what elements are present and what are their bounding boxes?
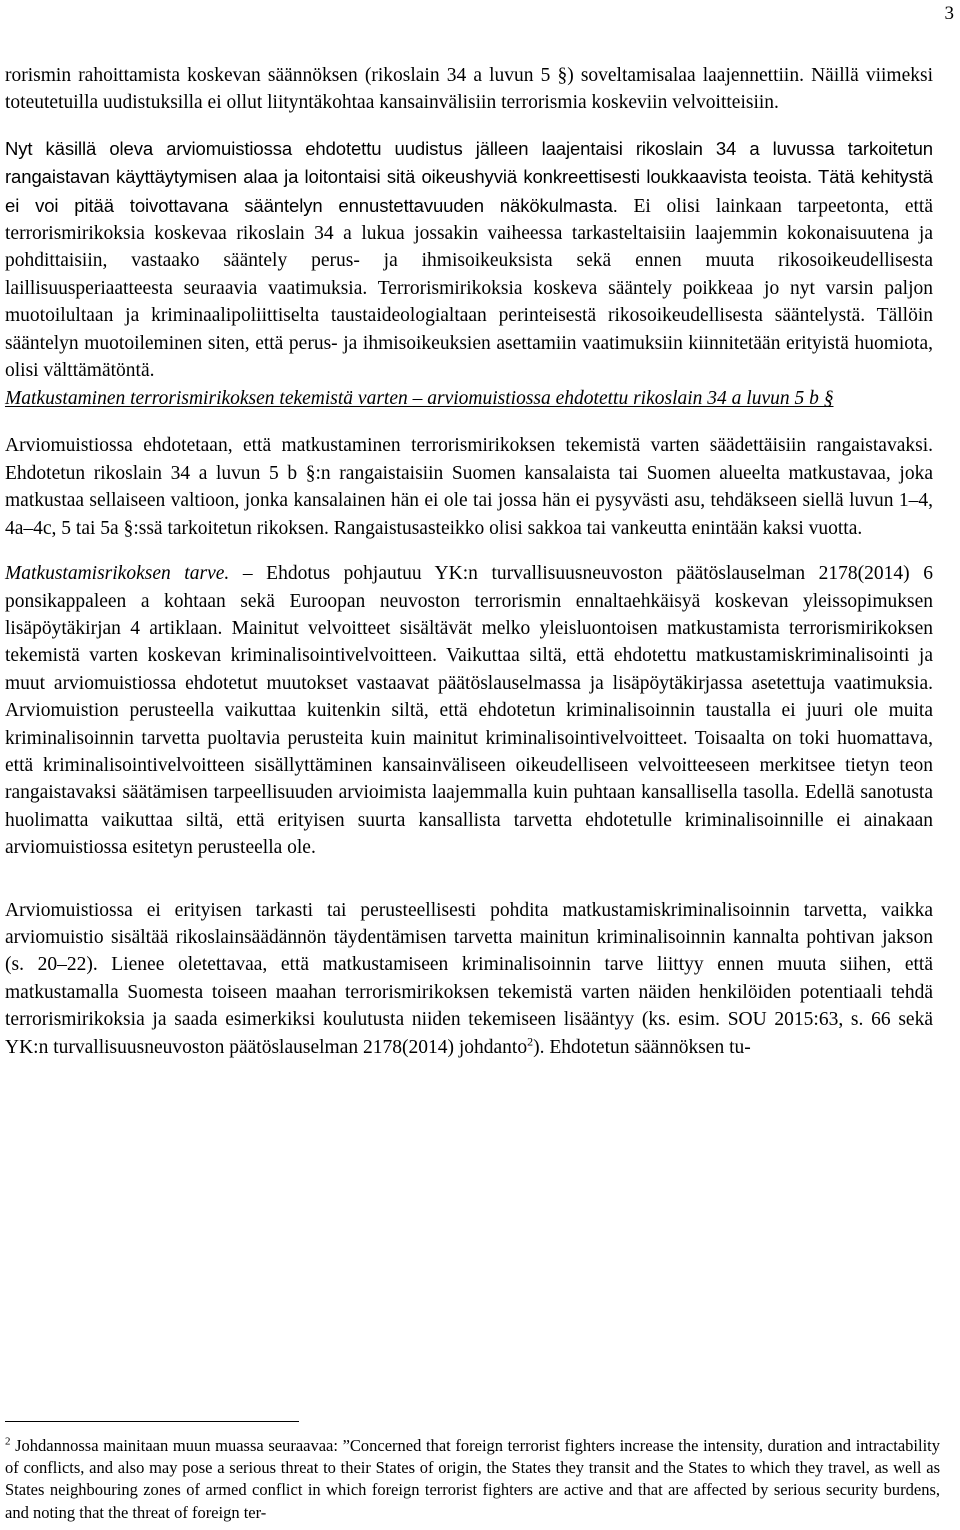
page-number: 3 bbox=[944, 3, 954, 24]
footnote-divider bbox=[5, 1421, 299, 1422]
footnote-text: Johdannossa mainitaan muun muassa seuraavaa: ”Concerned that foreign terrorist fighters increase the intensity, duration and intractability of conflicts, and also may pose a serious threat to their States of origin, the States they transit and the States to which they travel, as well as States neighbouring zones of armed conflict in which foreign terrorist fighters are active and that are affected by serious security burdens, and noting that the threat of foreign ter- bbox=[5, 1436, 940, 1522]
document-body bbox=[5, 62, 933, 1061]
need-body-text: – Ehdotus pohjautuu YK:n turvallisuusneuvoston päätöslauselman 2178(2014) 6 ponsikappaleen a kohtaan sekä Euroopan neuvoston terrorismin ennaltaehkäisyä koskevan yleissopimuksen lisäpöytäkirjan 4 artiklaan. Mainitut velvoitteet sisältävät melko yleisluontoisen matkustamista terrorismirikoksen tekemistä varten koskevan kriminalisointivelvoitteen. Vaikuttaa siltä, että ehdotettu matkustamiskriminalisointi ja muut arviomuistiossa ehdotetut muutokset vastaavat päätöslauselmassa ja lisäpöytäkirjassa asetettuja vaatimuksia. Arviomuistion perusteella vaikuttaa kuitenkin siltä, että ehdotetun kriminalisoinnin taustalla ei juuri ole muita kriminalisoinnin tarvetta puoltavia perusteita kuin mainitut kriminalisointivelvoitteet. Toisaalta on toki huomattava, että kriminalisointivelvoitteen sisällyttäminen kansainväliseen oikeudelliseen velvoitteeseen merkitsee tietyn teon rangaistavaksi säätämisen tarpeellisuuden arvioimista laajemmalla kuin puhtaan kansallisella tasolla. Edellä sanotusta huolimatta vaikuttaa siltä, että erityisen suurta kansallista tarvetta ehdotetulle kriminalisoinnille ei ainakaan arviomuistiossa esitetyn perusteella ole. bbox=[5, 563, 933, 859]
section-heading: Matkustaminen terrorismirikoksen tekemistä varten – arviomuistiossa ehdotettu rikoslain 34 a luvun 5 b § bbox=[5, 388, 834, 410]
paragraph-analysis bbox=[5, 897, 933, 1061]
footnote-marker: 2 bbox=[5, 1435, 11, 1448]
paragraph-assessment bbox=[5, 135, 933, 385]
assessment-lead-text: Nyt käsillä oleva arviomuistiossa ehdotettu uudistus jälleen laajentaisi rikoslain 34 a luvussa tarkoitetun rangaistavan käyttäytymisen alaa ja loitontaisi sitä oikeushyviä konkreettisesti loukkaavista teoista. Tätä kehitystä ei voi pitää toivottavana sääntelyn ennustettavuuden näkökulmasta. bbox=[5, 137, 933, 216]
paragraph-intro: rorismin rahoittamista koskevan säännöksen (rikoslain 34 a luvun 5 §) soveltamisalaa laajennettiin. Näillä viimeksi toteutetuilla uudistuksilla ei ollut liityntäkohtaa kansainvälisiin terrorismia koskeviin velvoitteisiin. bbox=[5, 65, 933, 114]
analysis-text-a: Arviomuistiossa ei erityisen tarkasti tai perusteellisesti pohdita matkustamiskriminalisoinnin tarvetta, vaikka arviomuistio sisältää rikoslainsäädännön täydentämisen tarvetta mainitun kriminalisoinnin kannalta pohtivan jakson (s. 20–22). Lienee oletettavaa, että matkustamiseen kriminalisoinnin tarve liittyy ennen muuta siihen, että matkustamalla Suomesta toiseen maahan terrorismirikoksen tekemistä varten näiden henkilöiden potentiaali tehdä terrorismirikoksia ja saada esimerkiksi koulutusta niiden tekemiseen lisääntyy (ks. esim. SOU 2015:63, s. 66 sekä YK:n turvallisuusneuvoston päätöslauselman 2178(2014) johdanto bbox=[5, 899, 933, 1058]
paragraph-need bbox=[5, 560, 933, 861]
analysis-text-b: ). Ehdotetun säännöksen tu- bbox=[533, 1036, 751, 1058]
paragraph-proposal: Arviomuistiossa ehdotetaan, että matkustaminen terrorismirikoksen tekemistä varten säädettäisiin rangaistavaksi. Ehdotetun rikoslain 34 a luvun 5 b §:n rangaistaisiin Suomen kansalaista tai Suomen alueelta matkustavaa, joka matkustaa sellaiseen valtioon, jonka kansalainen hän ei ole tai jossa hän ei pysyvästi asu, tehdäkseen siellä luvun 1–4, 4a–4c, 5 tai 5a §:ssä tarkoitetun rikoksen. Rangaistusasteikko olisi sakkoa tai vankeutta enintään kaksi vuotta. bbox=[5, 435, 933, 539]
need-run-in-heading: Matkustamisrikoksen tarve. bbox=[5, 563, 230, 585]
assessment-body-text: Ei olisi lainkaan tarpeetonta, että terrorismirikoksia koskevaa rikoslain 34 a lukua jossakin vaiheessa tarkasteltaisiin laajemmin kokonaisuutena ja pohdittaisiin, vastaako sääntely perus- ja ihmisoikeuksista sekä ennen muuta rikosoikeudellisesta laillisuusperiaatteesta seuraavia vaatimuksia. Terrorismirikoksia koskeva sääntely poikkeaa jo nyt varsin paljon muotoilultaan ja kriminaalipoliittiselta taustaideologialtaan perinteisestä rikosoikeudellisesta sääntelystä. Tällöin sääntelyn muotoileminen siten, että perus- ja ihmisoikeuksien asettamiin vaatimuksiin kiinnitetään erityistä huomiota, olisi välttämätöntä. bbox=[5, 195, 933, 382]
footnote bbox=[5, 1435, 940, 1524]
footnote-reference[interactable]: 2 bbox=[527, 1034, 534, 1049]
